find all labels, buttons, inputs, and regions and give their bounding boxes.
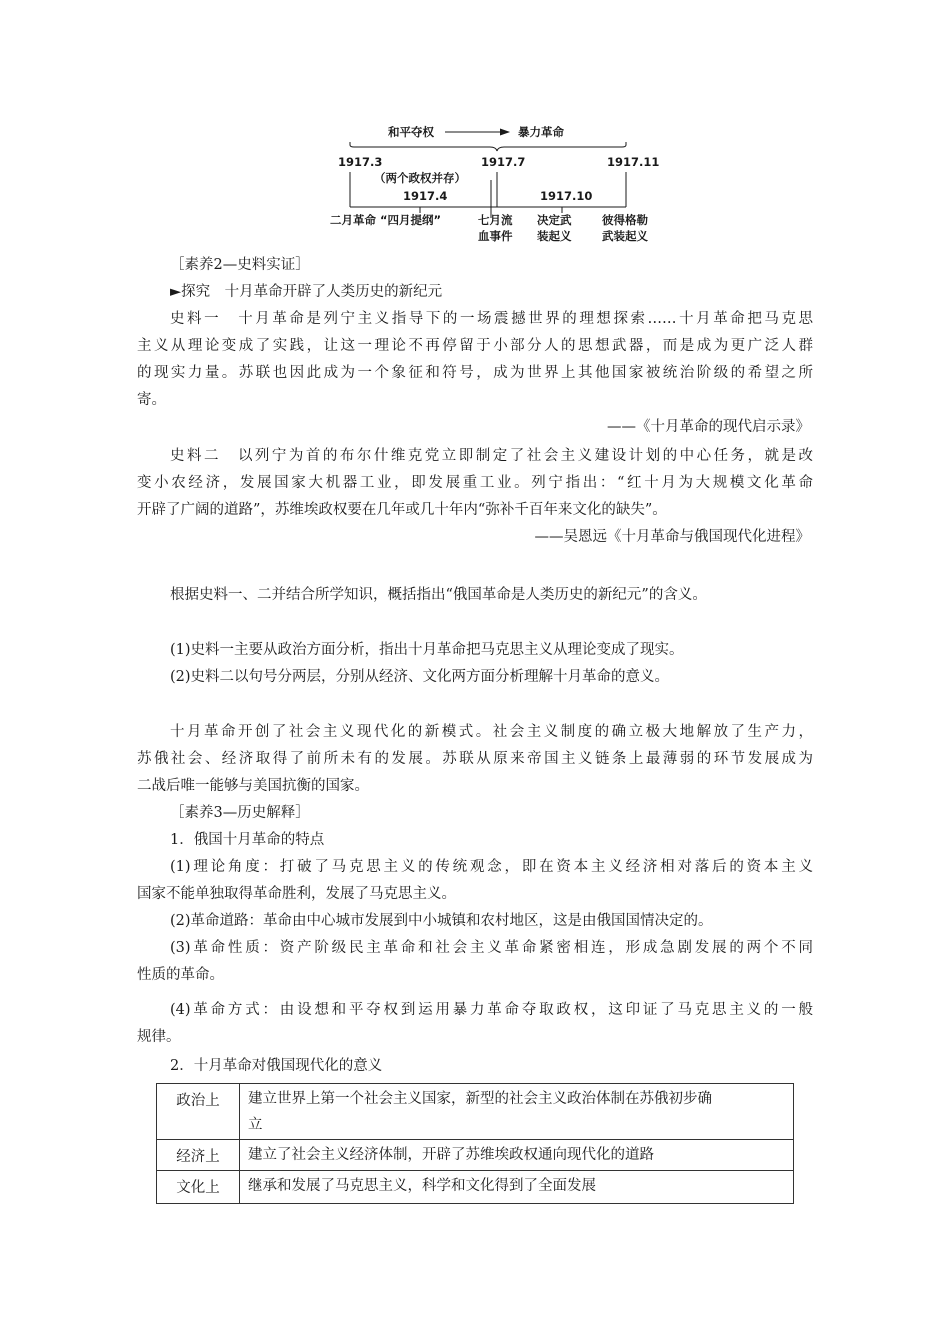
timeline-date-april: 1917.4 — [403, 189, 448, 203]
table-row — [157, 1171, 794, 1204]
revolution-timeline-diagram — [330, 118, 660, 253]
source-one-line: 主义从理论变成了实践，让这一理论不再停留于小部分人的思想武器，而是成为更广泛人群 — [137, 338, 813, 354]
timeline-date-november: 1917.11 — [607, 155, 660, 169]
answer-line: 二战后唯一能够与美国抗衡的国家。 — [137, 778, 369, 794]
hint-line: (1)史料一主要从政治方面分析，指出十月革命把马克思主义从理论变成了现实。 — [170, 642, 684, 658]
feature-line: 性质的革命。 — [137, 967, 224, 983]
timeline-event-petrograd-line2: 武装起义 — [602, 229, 648, 243]
source-one-line: 史料一 十月革命是列宁主义指导下的一场震撼世界的理想探索……十月革命把马克思 — [170, 311, 813, 327]
timeline-event-petrograd-line1: 彼得格勒 — [602, 213, 648, 227]
table-key-cell: 文化上 — [157, 1171, 240, 1204]
source-one-line: 的现实力量。苏联也因此成为一个象征和符号，成为世界上其他国家被统治阶级的希望之所 — [137, 365, 813, 381]
source-two-line: 开辟了广阔的道路”，苏维埃政权要在几年或几十年内“弥补千百年来文化的缺失”。 — [137, 502, 667, 518]
answer-line: 苏俄社会、经济取得了前所未有的发展。苏联从原来帝国主义链条上最薄弱的环节发展成为 — [137, 751, 813, 767]
feature-line: (3)革命性质：资产阶级民主革命和社会主义革命紧密相连，形成急剧发展的两个不同 — [170, 940, 813, 956]
table-value-cell: 建立了社会主义经济体制，开辟了苏维埃政权通向现代化的道路 — [240, 1140, 794, 1171]
feature-line: (2)革命道路：革命由中心城市发展到中小城镇和农村地区，这是由俄国国情决定的。 — [170, 913, 713, 929]
timeline-event-decision-line1: 决定武 — [537, 213, 572, 227]
source-two-line: 史料二 以列宁为首的布尔什维克党立即制定了社会主义建设计划的中心任务，就是改 — [170, 448, 813, 464]
timeline-event-july-line2: 血事件 — [478, 229, 513, 243]
section-heading-interpretation: ［素养3—历史解释］ — [170, 805, 310, 821]
arrow-head-icon — [500, 129, 510, 136]
feature-line: (1)理论角度：打破了马克思主义的传统观念，即在资本主义经济相对落后的资本主义 — [170, 859, 813, 875]
timeline-violent-label: 暴力革命 — [518, 125, 564, 139]
table-key-cell: 政治上 — [157, 1084, 240, 1140]
hint-line: (2)史料二以句号分两层，分别从经济、文化两方面分析理解十月革命的意义。 — [170, 669, 670, 685]
source-one-line: 寄。 — [137, 392, 166, 408]
table-value-cell — [240, 1084, 794, 1140]
table-value-line: 建立世界上第一个社会主义国家，新型的社会主义政治体制在苏俄初步确 — [248, 1091, 712, 1107]
timeline-date-march: 1917.3 — [338, 155, 383, 169]
subheading-features: 1．俄国十月革命的特点 — [170, 832, 325, 848]
table-key-cell: 经济上 — [157, 1140, 240, 1171]
answer-line: 十月革命开创了社会主义现代化的新模式。社会主义制度的确立极大地解放了生产力， — [170, 724, 813, 740]
question-prompt: 根据史料一、二并结合所学知识，概括指出“俄国革命是人类历史的新纪元”的含义。 — [170, 587, 707, 603]
timeline-event-february: 二月革命 — [330, 213, 376, 227]
timeline-event-july-line1: 七月流 — [478, 213, 513, 227]
table-row — [157, 1140, 794, 1171]
timeline-event-decision-line2: 装起义 — [537, 229, 572, 243]
significance-table — [156, 1083, 794, 1204]
timeline-date-july: 1917.7 — [481, 155, 526, 169]
timeline-brace — [350, 142, 626, 151]
subheading-significance: 2．十月革命对俄国现代化的意义 — [170, 1058, 383, 1074]
timeline-event-april-theses: “四月提纲” — [380, 213, 442, 227]
source-two-line: 变小农经济，发展国家大机器工业，即发展重工业。列宁指出：“红十月为大规模文化革命 — [137, 475, 813, 491]
section-heading-evidence: ［素养2—史料实证］ — [170, 257, 310, 273]
feature-line: (4)革命方式：由设想和平夺权到运用暴力革命夺取政权，这印证了马克思主义的一般 — [170, 1002, 813, 1018]
feature-line: 国家不能单独取得革命胜利，发展了马克思主义。 — [137, 886, 456, 902]
source-one-citation: ——《十月革命的现代启示录》 — [607, 419, 810, 435]
timeline-peaceful-label: 和平夺权 — [388, 125, 434, 139]
feature-line: 规律。 — [137, 1029, 181, 1045]
timeline-dual-power: （两个政权并存） — [374, 171, 466, 185]
table-value-cell: 继承和发展了马克思主义，科学和文化得到了全面发展 — [240, 1171, 794, 1204]
table-value-line: 立 — [248, 1117, 263, 1133]
table-row — [157, 1084, 794, 1140]
explore-heading: ►探究 十月革命开辟了人类历史的新纪元 — [170, 284, 443, 300]
source-two-citation: ——吴恩远《十月革命与俄国现代化进程》 — [534, 529, 810, 545]
timeline-date-october: 1917.10 — [540, 189, 593, 203]
